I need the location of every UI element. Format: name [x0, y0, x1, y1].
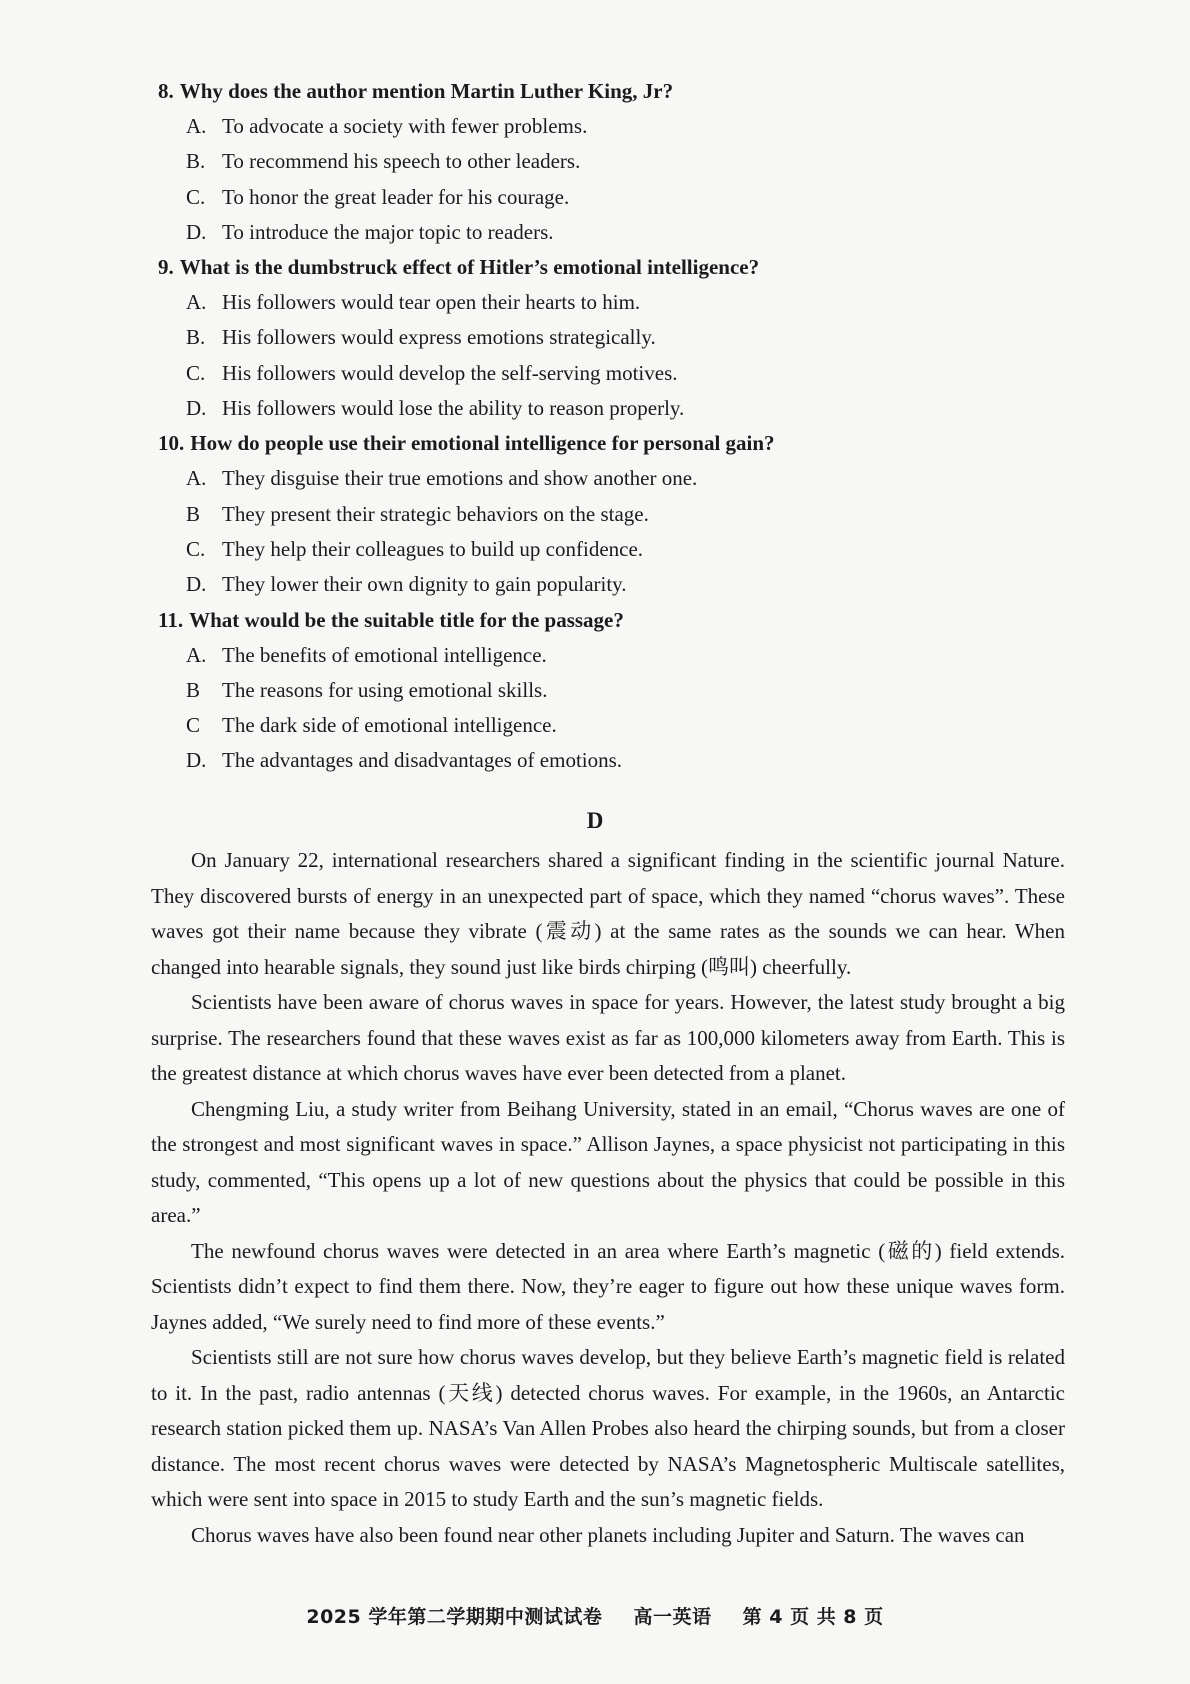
exam-name: 2025 学年第二学期期中测试试卷: [306, 1606, 603, 1628]
option-letter: B.: [186, 149, 206, 174]
passage-paragraph: The newfound chorus waves were detected in an area where Earth’s magnetic (磁的) field extends. Scientists didn’t expect to find them there. Now, they’re eager to figure out how these unique waves form. Jaynes added, “We surely need to find more of these events.”: [151, 1238, 1065, 1334]
option-d: [158, 215, 1058, 250]
passage-paragraph: Scientists have been aware of chorus waves in space for years. However, the latest study brought a big surprise. The researchers found that these waves exist as far as 100,000 kilometers away from Earth. This is the greatest distance at which chorus waves have ever been detected from a planet.: [151, 990, 1065, 1085]
question-8: [158, 74, 1058, 250]
option-letter: D.: [186, 396, 207, 421]
option-d: [158, 567, 1058, 602]
option-d: [158, 743, 1058, 778]
question-number: 8.: [158, 79, 174, 103]
option-letter: B: [186, 677, 201, 702]
option-letter: A.: [186, 466, 207, 491]
question-text: What would be the suitable title for the passage?: [189, 607, 624, 632]
option-text: To recommend his speech to other leaders.: [222, 149, 581, 174]
option-letter: A.: [186, 642, 207, 667]
option-b: [158, 144, 1058, 179]
question-text: What is the dumbstruck effect of Hitler’s emotional intelligence?: [179, 255, 760, 280]
option-text: They lower their own dignity to gain popularity.: [222, 572, 627, 597]
reading-passage: [151, 843, 1065, 1553]
option-c: [158, 356, 1058, 391]
option-text: To honor the great leader for his courage.: [222, 184, 570, 209]
option-letter: D.: [186, 219, 207, 244]
option-letter: D.: [186, 748, 207, 773]
option-c: [158, 180, 1058, 215]
option-text: The advantages and disadvantages of emotions.: [222, 748, 623, 773]
question-9: [158, 250, 1058, 426]
option-text: To introduce the major topic to readers.: [222, 219, 554, 244]
option-b: [158, 320, 1058, 355]
option-text: To advocate a society with fewer problems.: [222, 114, 588, 138]
passage-paragraph: Chengming Liu, a study writer from Beihang University, stated in an email, “Chorus waves are one of the strongest and most significant waves in space.” Allison Jaynes, a space physicist not participating in this study, commented, “This opens up a lot of new questions about the physics that could be possible in this area.”: [151, 1096, 1065, 1227]
subject-name: 高一英语: [633, 1606, 712, 1628]
question-number: 9.: [158, 255, 174, 280]
question-10: [158, 426, 1058, 602]
option-a: [158, 109, 1058, 144]
passage-paragraph: Scientists still are not sure how chorus waves develop, but they believe Earth’s magnetic field is related to it. In the past, radio antennas (天线) detected chorus waves. For example, in the 1960s, an Antarctic research station picked them up. NASA’s Van Allen Probes also heard the chirping sounds, but from a closer distance. The most recent chorus waves were detected by NASA’s Magnetospheric Multiscale satellites, which were sent into space in 2015 to study Earth and the sun’s magnetic fields.: [151, 1345, 1065, 1511]
question-text: How do people use their emotional intelligence for personal gain?: [190, 431, 775, 456]
section-title: D: [586, 808, 604, 833]
option-text: His followers would express emotions strategically.: [222, 325, 656, 350]
option-text: His followers would develop the self-serving motives.: [222, 360, 678, 385]
page-footer: [0, 1602, 1190, 1629]
option-text: The reasons for using emotional skills.: [222, 677, 548, 702]
question-11: [158, 603, 1058, 779]
option-c: [158, 532, 1058, 567]
option-letter: A.: [186, 290, 207, 315]
option-letter: A.: [186, 114, 207, 138]
option-b: [158, 673, 1058, 708]
option-b: [158, 497, 1058, 532]
option-text: The dark side of emotional intelligence.: [222, 713, 557, 738]
question-list: [158, 74, 1058, 779]
question-stem: [158, 250, 1058, 285]
option-c: [158, 708, 1058, 743]
question-number: 11.: [158, 607, 184, 632]
option-letter: C.: [186, 536, 206, 561]
option-text: They help their colleagues to build up confidence.: [222, 536, 644, 561]
option-a: [158, 461, 1058, 496]
question-number: 10.: [158, 431, 185, 456]
option-text: They disguise their true emotions and show another one.: [222, 466, 698, 491]
option-letter: C.: [186, 360, 206, 385]
question-text: Why does the author mention Martin Luther King, Jr?: [179, 79, 674, 103]
option-a: [158, 638, 1058, 673]
option-letter: C: [186, 713, 201, 738]
option-letter: D.: [186, 572, 207, 597]
question-stem: [158, 426, 1058, 461]
option-text: His followers would tear open their hearts to him.: [222, 290, 641, 315]
option-text: The benefits of emotional intelligence.: [222, 642, 547, 667]
option-letter: B.: [186, 325, 206, 350]
option-d: [158, 391, 1058, 426]
page-number: 第 4 页 共 8 页: [742, 1606, 884, 1628]
option-letter: C.: [186, 184, 206, 209]
option-a: [158, 285, 1058, 320]
option-letter: B: [186, 501, 201, 526]
passage-paragraph: Chorus waves have also been found near other planets including Jupiter and Saturn. The waves can: [191, 1522, 1025, 1547]
option-text: His followers would lose the ability to reason properly.: [222, 396, 685, 421]
question-stem: [158, 603, 1058, 638]
question-stem: [158, 74, 1058, 109]
passage-paragraph: On January 22, international researchers shared a significant finding in the scientific journal Nature. They discovered bursts of energy in an unexpected part of space, which they named “chorus waves”. These waves got their name because they vibrate (震动) at the same rates as the sounds we can hear. When changed into hearable signals, they sound just like birds chirping (鸣叫) cheerfully.: [151, 848, 1065, 979]
option-text: They present their strategic behaviors on the stage.: [222, 501, 649, 526]
